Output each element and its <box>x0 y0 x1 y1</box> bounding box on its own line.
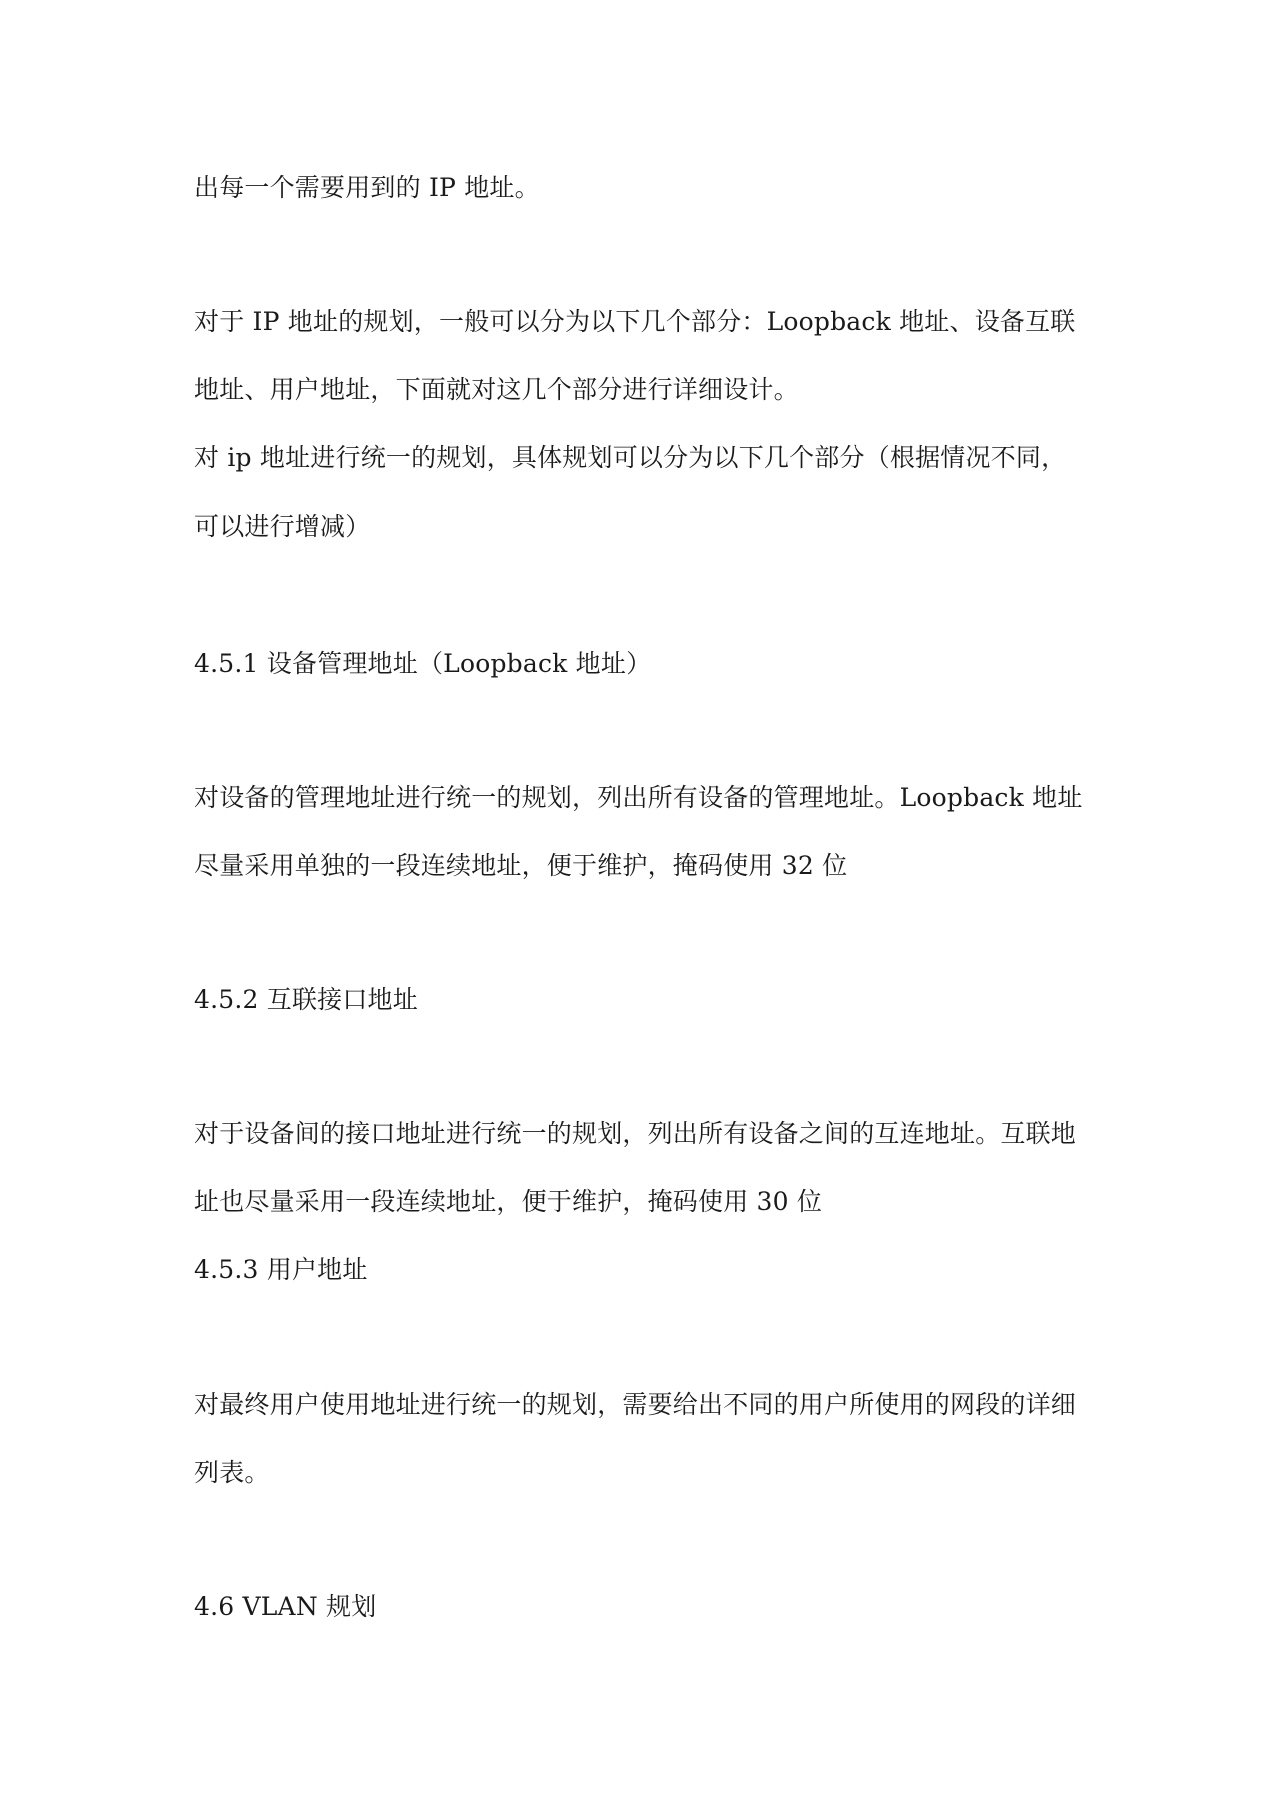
text-line: 尽量采用单独的一段连续地址，便于维护，掩码使用 32 位 <box>194 851 848 880</box>
text-line: 对 ip 地址进行统一的规划，具体规划可以分为以下几个部分（根据情况不同， <box>194 443 1067 472</box>
section-heading: 4.6 VLAN 规划 <box>194 1592 377 1621</box>
text-line: 对于设备间的接口地址进行统一的规划，列出所有设备之间的互连地址。互联地 <box>194 1119 1077 1148</box>
text-line: 对最终用户使用地址进行统一的规划，需要给出不同的用户所使用的网段的详细 <box>194 1390 1077 1419</box>
text-line: 出每一个需要用到的 IP 地址。 <box>194 173 540 202</box>
text-line: 列表。 <box>194 1458 270 1487</box>
text-line: 地址、用户地址，下面就对这几个部分进行详细设计。 <box>194 375 799 404</box>
text-line: 对于 IP 地址的规划，一般可以分为以下几个部分：Loopback 地址、设备互联 <box>194 307 1076 336</box>
text-line: 址也尽量采用一段连续地址，便于维护，掩码使用 30 位 <box>194 1187 823 1216</box>
section-heading: 4.5.3 用户地址 <box>194 1255 368 1284</box>
text-line: 可以进行增减） <box>194 512 371 541</box>
section-heading: 4.5.1 设备管理地址（Loopback 地址） <box>194 649 652 678</box>
text-line: 对设备的管理地址进行统一的规划，列出所有设备的管理地址。Loopback 地址 <box>194 783 1083 812</box>
section-heading: 4.5.2 互联接口地址 <box>194 985 418 1014</box>
